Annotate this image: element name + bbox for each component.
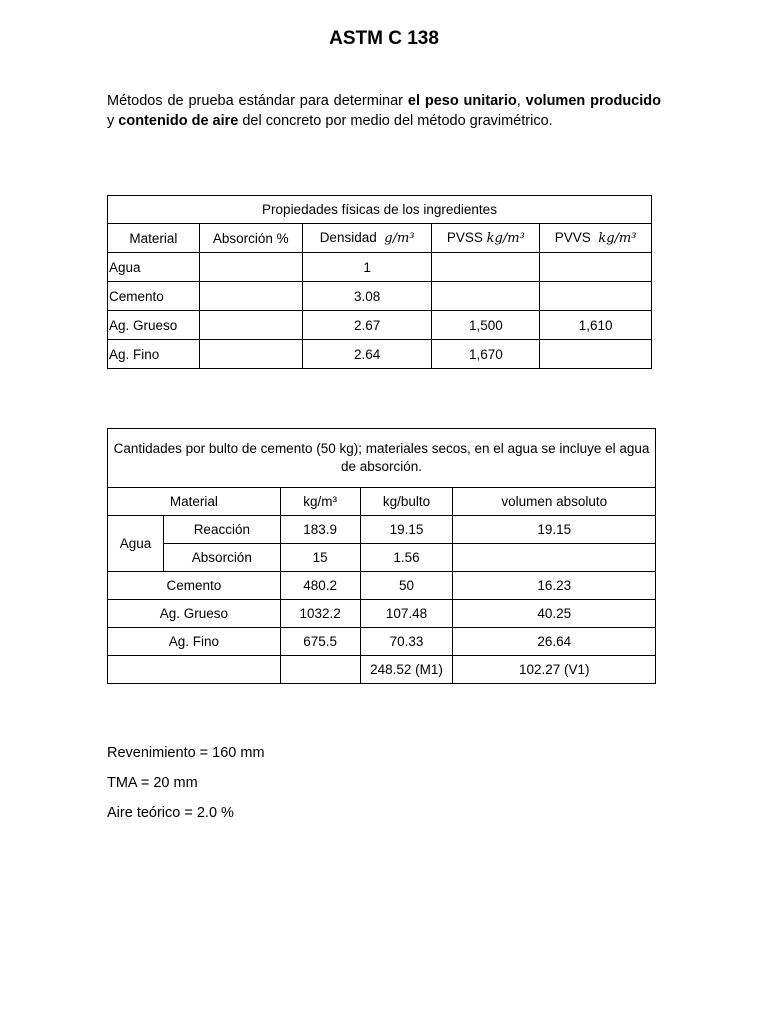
table-header-row (108, 488, 656, 516)
cell-pvvs (540, 253, 652, 282)
table-caption: Cantidades por bulto de cemento (50 kg); materiales secos, en el agua se incluye el agua de absorción. (108, 429, 656, 488)
cell-volumen (453, 544, 656, 572)
header-pvvs-unit: kg/m³ (598, 231, 637, 246)
cell-densidad: 2.64 (302, 340, 432, 369)
table-row (108, 572, 656, 600)
cell-pvvs: 1,610 (540, 311, 652, 340)
header-pvss (432, 224, 540, 253)
table-row (108, 628, 656, 656)
header-kg-bulto: kg/bulto (360, 488, 453, 516)
header-pvss-unit: kg/m³ (486, 231, 525, 246)
header-kg-m3: kg/m³ (280, 488, 360, 516)
table-caption-row (108, 196, 652, 224)
cell-pvss: 1,500 (432, 311, 540, 340)
cell-densidad: 2.67 (302, 311, 432, 340)
cell-kg-bulto: 107.48 (360, 600, 453, 628)
cell-absorcion (199, 282, 302, 311)
table-caption-row (108, 429, 656, 488)
cell-kg-m3: 183.9 (280, 516, 360, 544)
cell-kg-m3: 675.5 (280, 628, 360, 656)
cell-material: Ag. Grueso (108, 600, 281, 628)
intro-text-4: del concreto por medio del método gravimétrico. (238, 113, 553, 129)
intro-bold-contenido-aire: contenido de aire (118, 113, 239, 129)
cell-kg-bulto: 1.56 (360, 544, 453, 572)
note-aire-teorico: Aire teórico = 2.0 % (107, 805, 234, 821)
cell-material: Cemento (108, 282, 200, 311)
table-caption: Propiedades físicas de los ingredientes (108, 196, 652, 224)
header-densidad (302, 224, 432, 253)
cell-total-kg-bulto: 248.52 (M1) (360, 656, 453, 684)
header-material: Material (108, 224, 200, 253)
cell-material: Ag. Fino (108, 628, 281, 656)
quantities-per-bag-table (107, 428, 656, 684)
cell-kg-bulto: 70.33 (360, 628, 453, 656)
header-densidad-label: Densidad (319, 230, 377, 245)
header-volumen-absoluto: volumen absoluto (453, 488, 656, 516)
table-row (108, 282, 652, 311)
intro-paragraph (107, 91, 661, 131)
cell-absorcion (199, 340, 302, 369)
cell-pvvs (540, 282, 652, 311)
note-tma: TMA = 20 mm (107, 775, 198, 791)
cell-volumen: 26.64 (453, 628, 656, 656)
cell-material: Agua (108, 253, 200, 282)
notes-block (107, 742, 265, 832)
header-absorcion: Absorción % (199, 224, 302, 253)
cell-volumen: 16.23 (453, 572, 656, 600)
cell-densidad: 1 (302, 253, 432, 282)
header-pvvs-label: PVVS (554, 230, 591, 245)
header-material: Material (108, 488, 281, 516)
totals-row (108, 656, 656, 684)
cell-kg-m3: 480.2 (280, 572, 360, 600)
cell-volumen: 19.15 (453, 516, 656, 544)
table-row (108, 311, 652, 340)
cell-agua-group: Agua (108, 516, 164, 572)
cell-absorcion (199, 253, 302, 282)
cell-material: Ag. Grueso (108, 311, 200, 340)
cell-subtype: Absorción (163, 544, 280, 572)
cell-pvss: 1,670 (432, 340, 540, 369)
cell-kg-bulto: 50 (360, 572, 453, 600)
cell-absorcion (199, 311, 302, 340)
header-pvvs (540, 224, 652, 253)
intro-text-2: , (516, 93, 526, 109)
cell-kg-bulto: 19.15 (360, 516, 453, 544)
header-pvss-label: PVSS (446, 230, 483, 245)
table-header-row (108, 224, 652, 253)
cell-material: Ag. Fino (108, 340, 200, 369)
table-row (108, 253, 652, 282)
cell-total-kg-m3 (280, 656, 360, 684)
table-row (108, 340, 652, 369)
cell-total-volumen: 102.27 (V1) (453, 656, 656, 684)
document-title: ASTM C 138 (329, 28, 439, 49)
table-row (108, 600, 656, 628)
header-densidad-unit: g/m³ (384, 231, 415, 246)
table-row (108, 544, 656, 572)
table-row (108, 516, 656, 544)
intro-bold-peso-unitario: el peso unitario (407, 93, 517, 109)
cell-volumen: 40.25 (453, 600, 656, 628)
cell-subtype: Reacción (163, 516, 280, 544)
cell-kg-m3: 1032.2 (280, 600, 360, 628)
intro-text-1: Métodos de prueba estándar para determinar (107, 93, 408, 109)
intro-bold-volumen-producido: volumen producido (525, 93, 661, 109)
cell-pvss (432, 282, 540, 311)
note-revenimiento: Revenimiento = 160 mm (107, 745, 265, 761)
physical-properties-table (107, 195, 652, 369)
intro-text-3: y (107, 113, 119, 129)
cell-densidad: 3.08 (302, 282, 432, 311)
cell-material: Cemento (108, 572, 281, 600)
cell-kg-m3: 15 (280, 544, 360, 572)
cell-pvvs (540, 340, 652, 369)
cell-total-material (108, 656, 281, 684)
cell-pvss (432, 253, 540, 282)
